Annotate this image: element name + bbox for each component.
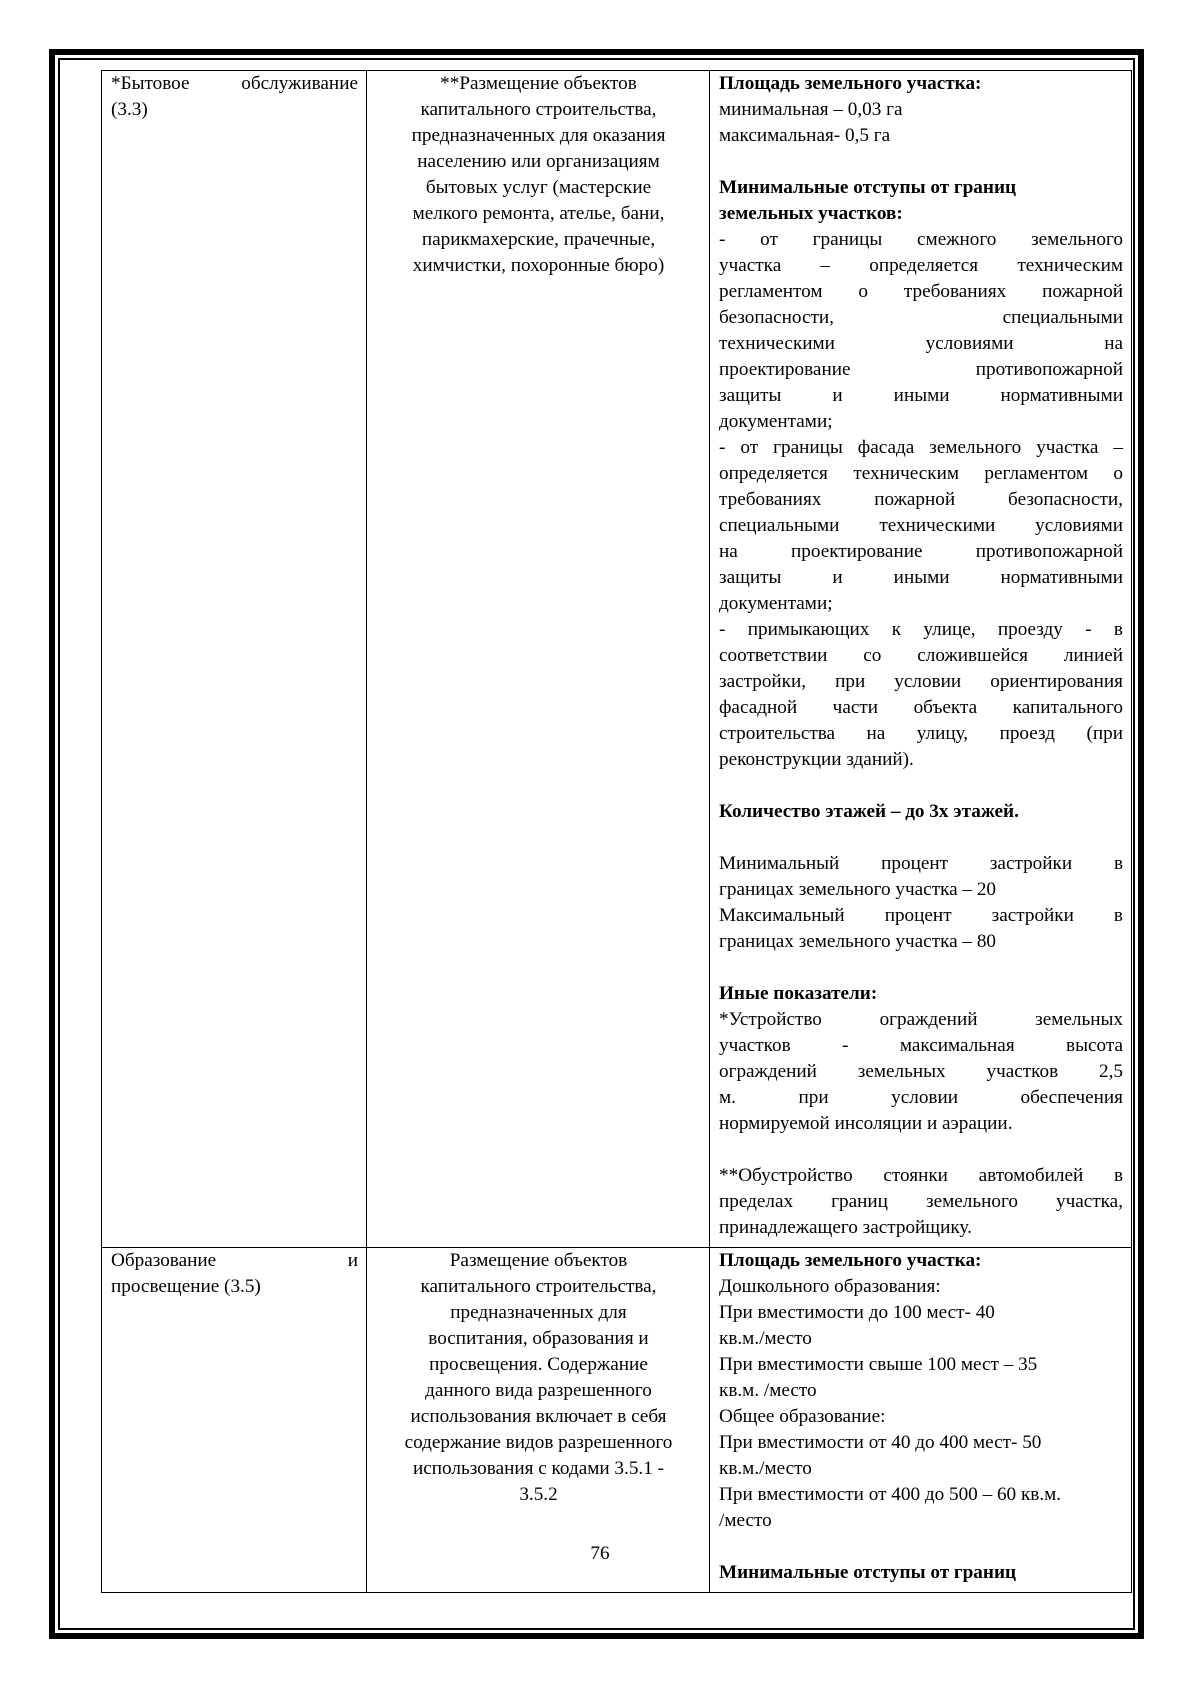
area-line: При вместимости до 100 мест- 40 <box>719 1302 995 1323</box>
setback-line: документами; <box>719 593 833 614</box>
percent-line: Максимальный процент застройки в <box>719 905 1123 926</box>
parameters-cell <box>710 71 1132 1248</box>
setback-line: соответствии со сложившейся линией <box>719 645 1123 666</box>
use-type-code: просвещение (3.5) <box>111 1276 261 1297</box>
description-line: капитального строительства, <box>420 1276 657 1297</box>
setback-line: техническими условиями на <box>719 333 1123 354</box>
setback-line: на проектирование противопожарной <box>719 541 1123 562</box>
floors-limit: Количество этажей – до 3х этажей. <box>719 801 1019 822</box>
area-line: Дошкольного образования: <box>719 1276 941 1297</box>
setback-line: строительства на улицу, проезд (при <box>719 723 1123 744</box>
description-line: данного вида разрешенного <box>425 1380 652 1401</box>
description-line: предназначенных для оказания <box>411 125 666 146</box>
description-line: мелкого ремонта, ателье, бани, <box>412 203 665 224</box>
percent-line: границах земельного участка – 80 <box>719 931 997 952</box>
description-line: использования включает в себя <box>410 1406 667 1427</box>
other-line: *Устройство ограждений земельных <box>719 1009 1123 1030</box>
area-line: При вместимости от 40 до 400 мест- 50 <box>719 1432 1042 1453</box>
area-line: кв.м./место <box>719 1458 812 1479</box>
setback-line: защиты и иными нормативными <box>719 567 1123 588</box>
description-line: парикмахерские, прачечные, <box>421 229 656 250</box>
setback-line: участка – определяется техническим <box>719 255 1123 276</box>
setback-title: Минимальные отступы от границ <box>719 1562 1017 1583</box>
table-row <box>102 1248 1132 1593</box>
area-line: При вместимости от 400 до 500 – 60 кв.м. <box>719 1484 1062 1505</box>
use-type-cell <box>102 71 367 1248</box>
description-line: **Размещение объектов <box>440 73 637 94</box>
area-min: минимальная – 0,03 га <box>719 99 903 120</box>
area-line: кв.м./место <box>719 1328 812 1349</box>
description-line: предназначенных для <box>450 1302 627 1323</box>
setback-title: земельных участков: <box>719 203 903 224</box>
description-line: 3.5.2 <box>519 1484 558 1505</box>
setback-line: - примыкающих к улице, проезду - в <box>719 619 1123 640</box>
other-line: нормируемой инсоляции и аэрации. <box>719 1113 1013 1134</box>
setback-title: Минимальные отступы от границ <box>719 177 1017 198</box>
other-line: ограждений земельных участков 2,5 <box>719 1061 1123 1082</box>
setback-line: безопасности, специальными <box>719 307 1123 328</box>
setback-line: - от границы смежного земельного <box>719 229 1123 250</box>
other-line: м. при условии обеспечения <box>719 1087 1123 1108</box>
other-title: Иные показатели: <box>719 983 878 1004</box>
parameters-cell <box>710 1248 1132 1593</box>
area-title: Площадь земельного участка: <box>719 73 982 94</box>
use-description-cell <box>367 1248 710 1593</box>
setback-line: проектирование противопожарной <box>719 359 1123 380</box>
use-type-code: (3.3) <box>111 99 148 120</box>
table-row <box>102 71 1132 1248</box>
setback-line: определяется техническим регламентом о <box>719 463 1123 484</box>
description-line: капитального строительства, <box>420 99 657 120</box>
setback-line: документами; <box>719 411 833 432</box>
percent-line: Минимальный процент застройки в <box>719 853 1123 874</box>
setback-line: застройки, при условии ориентирования <box>719 671 1123 692</box>
regulations-table <box>101 70 1132 1593</box>
use-type-cell <box>102 1248 367 1593</box>
setback-line: защиты и иными нормативными <box>719 385 1123 406</box>
setback-line: - от границы фасада земельного участка – <box>719 437 1123 458</box>
parking-line: **Обустройство стоянки автомобилей в <box>719 1165 1123 1186</box>
setback-line: требованиях пожарной безопасности, <box>719 489 1123 510</box>
description-line: воспитания, образования и <box>428 1328 649 1349</box>
parking-line: пределах границ земельного участка, <box>719 1191 1123 1212</box>
description-line: использования с кодами 3.5.1 - <box>412 1458 664 1479</box>
area-line: кв.м. /место <box>719 1380 817 1401</box>
area-line: Общее образование: <box>719 1406 886 1427</box>
page-number: 76 <box>590 1543 610 1564</box>
description-line: населению или организациям <box>417 151 660 172</box>
description-line: химчистки, похоронные бюро) <box>412 255 665 276</box>
area-line: /место <box>719 1510 772 1531</box>
setback-line: реконструкции зданий). <box>719 749 914 770</box>
area-line: При вместимости свыше 100 мест – 35 <box>719 1354 1038 1375</box>
other-line: участков - максимальная высота <box>719 1035 1123 1056</box>
use-type-line: *Бытовое обслуживание <box>111 73 358 94</box>
description-line: содержание видов разрешенного <box>404 1432 673 1453</box>
percent-line: границах земельного участка – 20 <box>719 879 997 900</box>
setback-line: регламентом о требованиях пожарной <box>719 281 1123 302</box>
description-line: бытовых услуг (мастерские <box>425 177 652 198</box>
setback-line: фасадной части объекта капитального <box>719 697 1123 718</box>
description-line: Размещение объектов <box>449 1250 628 1271</box>
setback-line: специальными техническими условиями <box>719 515 1123 536</box>
use-type-line: Образование и <box>111 1250 358 1271</box>
area-title: Площадь земельного участка: <box>719 1250 982 1271</box>
use-description-cell <box>367 71 710 1248</box>
area-max: максимальная- 0,5 га <box>719 125 891 146</box>
parking-line: принадлежащего застройщику. <box>719 1217 972 1238</box>
description-line: просвещения. Содержание <box>429 1354 648 1375</box>
